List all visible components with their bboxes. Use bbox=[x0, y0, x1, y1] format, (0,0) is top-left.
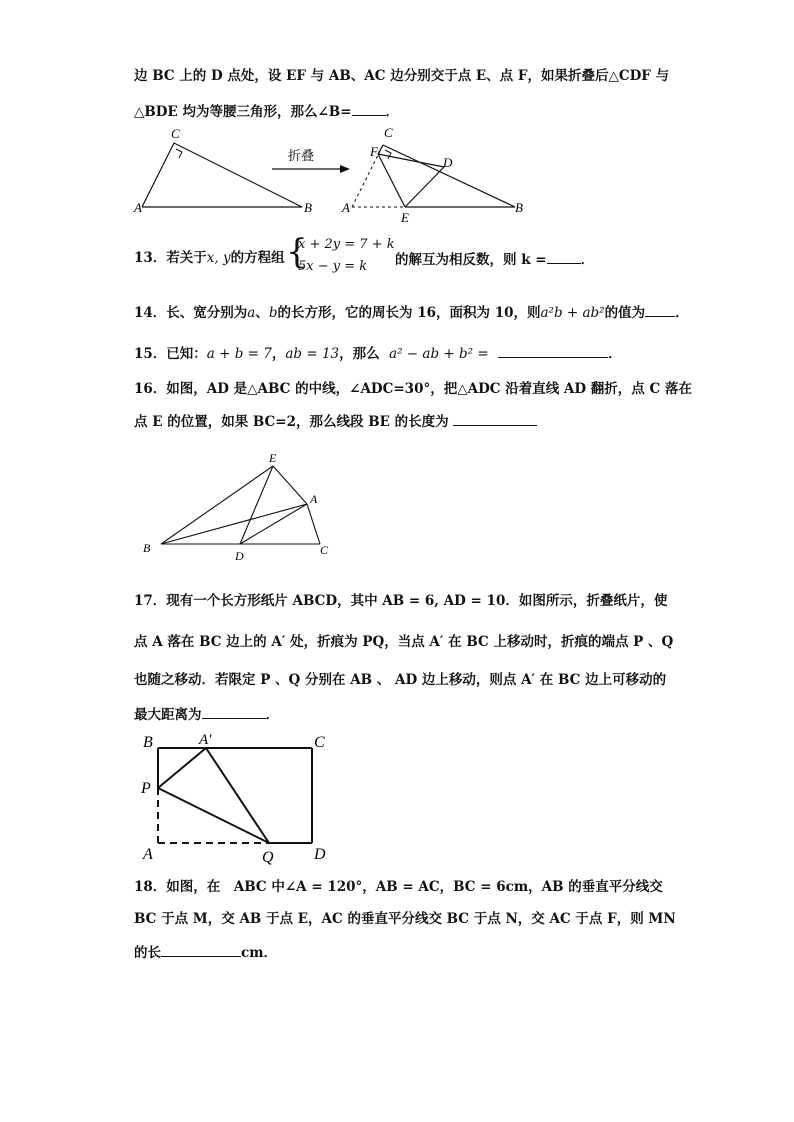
q17-line4-text: 最大距离为 bbox=[134, 707, 202, 723]
q17-line4-end: ． bbox=[265, 707, 279, 723]
q14-expr: a²b + ab² bbox=[540, 305, 605, 321]
q12-left-label-A: A bbox=[134, 200, 142, 215]
q16-figure bbox=[140, 448, 340, 563]
q12-right-FC bbox=[378, 145, 383, 154]
q13-eq2: 5x − y = k bbox=[298, 259, 368, 274]
q13-vars: x, y bbox=[206, 250, 231, 266]
q12-line2 bbox=[134, 101, 399, 121]
q16-label-A: A bbox=[310, 492, 318, 506]
q17-label-A-prime: A′ bbox=[199, 732, 212, 748]
q17-line2: 点 A 落在 BC 边上的 A′ 处，折痕为 PQ，当点 A′ 在 BC 上移动时，折痕的端点 P 、Q bbox=[134, 634, 674, 650]
q12-right-label-F: F bbox=[370, 144, 378, 159]
q14-var-b: b bbox=[268, 305, 278, 321]
q16-side-BA bbox=[161, 504, 307, 544]
q12-line2-end: ． bbox=[385, 104, 400, 120]
q15-text1: 15．已知： bbox=[134, 346, 207, 362]
q13-line bbox=[134, 249, 285, 267]
q14-line bbox=[134, 302, 689, 322]
q15-expr: a² − ab + b² = bbox=[389, 346, 489, 362]
q13-end: ． bbox=[580, 252, 595, 268]
q17-label-Q: Q bbox=[262, 849, 274, 866]
q17-crease-PQ bbox=[158, 788, 269, 843]
q16-answer-blank[interactable] bbox=[453, 411, 537, 426]
q14-text1: 14．长、宽分别为 bbox=[134, 305, 248, 321]
q17-label-A: A bbox=[143, 846, 153, 863]
q16-line1: 16．如图，AD 是△ABC 的中线，∠ADC=30°，把△ADC 沿着直线 AD 翻折，点 C 落在 bbox=[134, 381, 692, 397]
q18-line3-end: cm． bbox=[241, 945, 278, 961]
q16-label-C: C bbox=[320, 543, 329, 557]
q15-cond1: a + b = 7 bbox=[206, 346, 272, 362]
q17-segment-PA-prime bbox=[158, 748, 206, 788]
q16-label-E: E bbox=[269, 451, 277, 465]
q14-text3: 的值为 bbox=[604, 305, 646, 321]
q18-line3 bbox=[134, 942, 277, 962]
q12-right-label-D: D bbox=[443, 155, 453, 170]
q12-fold-label: 折叠 bbox=[288, 148, 315, 163]
q12-right-label-A: A bbox=[342, 200, 350, 215]
q14-answer-blank[interactable] bbox=[645, 302, 675, 317]
q12-right-fold-EF bbox=[378, 154, 405, 207]
q12-right-label-E: E bbox=[401, 210, 409, 225]
q18-answer-blank[interactable] bbox=[161, 942, 241, 957]
q15-cond2: ab = 13 bbox=[285, 346, 340, 362]
q13-brace: { bbox=[286, 232, 308, 272]
q15-answer-blank[interactable] bbox=[498, 343, 608, 358]
q12-right-label-B: B bbox=[515, 200, 523, 215]
q16-line2-text: 点 E 的位置，如果 BC=2，那么线段 BE 的长度为 bbox=[134, 414, 449, 430]
q12-answer-blank[interactable] bbox=[352, 101, 386, 116]
q12-fold-arrowhead bbox=[340, 165, 350, 173]
q13-suffix: 的解互为相反数，则 k = bbox=[395, 252, 547, 268]
q17-answer-blank[interactable] bbox=[202, 704, 266, 719]
q16-label-B: B bbox=[143, 541, 151, 555]
q17-line1: 17．现有一个长方形纸片 ABCD，其中 AB = 6, AD = 10．如图所示，折叠纸片，使 bbox=[134, 593, 668, 609]
q16-label-D: D bbox=[235, 549, 244, 563]
q15-line bbox=[134, 343, 622, 363]
q17-segment-A-prime-Q bbox=[206, 748, 269, 843]
q17-figure bbox=[136, 728, 346, 868]
q12-line1: 边 BC 上的 D 点处，设 EF 与 AB、AC 边分别交于点 E、点 F，如果折叠后△CDF 与 bbox=[134, 68, 670, 84]
q14-text2: 的长方形，它的周长为 16，面积为 10，则 bbox=[277, 305, 541, 321]
q12-left-triangle bbox=[142, 143, 302, 207]
q12-fold-figure bbox=[130, 124, 670, 224]
q16-segment-EA bbox=[273, 466, 307, 504]
q18-line1: 18．如图，在 ABC 中∠A = 120°，AB = AC，BC = 6cm，AB 的垂直平分线交 bbox=[134, 879, 663, 895]
q18-line2: BC 于点 M，交 AB 于点 E，AC 的垂直平分线交 BC 于点 N，交 AC 于点 F，则 MN bbox=[134, 911, 676, 927]
q13-mid: 的方程组 bbox=[230, 250, 285, 266]
q13-suffix-line bbox=[395, 249, 594, 269]
q15-text2: ，那么 bbox=[339, 346, 380, 362]
q13-eq1: x + 2y = 7 + k bbox=[298, 237, 395, 252]
q15-end: ． bbox=[608, 346, 622, 362]
q14-end: ． bbox=[675, 305, 689, 321]
q17-label-C: C bbox=[314, 734, 325, 751]
q17-label-D: D bbox=[314, 846, 326, 863]
q14-var-a: a bbox=[247, 305, 256, 321]
q13-answer-blank[interactable] bbox=[547, 249, 581, 264]
q15-comma: ， bbox=[271, 346, 286, 362]
q16-line2 bbox=[134, 411, 537, 431]
q17-line4 bbox=[134, 704, 279, 724]
q16-side-AC bbox=[307, 504, 320, 544]
q12-right-ED bbox=[405, 167, 444, 207]
q17-label-B: B bbox=[143, 734, 153, 751]
q12-right-label-C: C bbox=[384, 125, 393, 140]
q12-left-label-B: B bbox=[304, 200, 312, 215]
q13-prefix: 13．若关于 bbox=[134, 250, 207, 266]
q14-sep: 、 bbox=[255, 305, 269, 321]
q12-left-right-angle bbox=[176, 149, 182, 158]
q18-line3-text: 的长 bbox=[134, 945, 161, 961]
q12-right-right-angle bbox=[385, 150, 391, 159]
q12-left-label-C: C bbox=[171, 126, 180, 141]
q17-label-P: P bbox=[141, 780, 151, 797]
q12-right-FD bbox=[378, 154, 444, 167]
q16-median-AD bbox=[240, 504, 307, 544]
q17-line3: 也随之移动．若限定 P 、Q 分别在 AB 、 AD 边上移动，则点 A′ 在 BC 边上可移动的 bbox=[134, 672, 667, 688]
q12-line2-text: △BDE 均为等腰三角形，那么∠B= bbox=[134, 104, 352, 120]
